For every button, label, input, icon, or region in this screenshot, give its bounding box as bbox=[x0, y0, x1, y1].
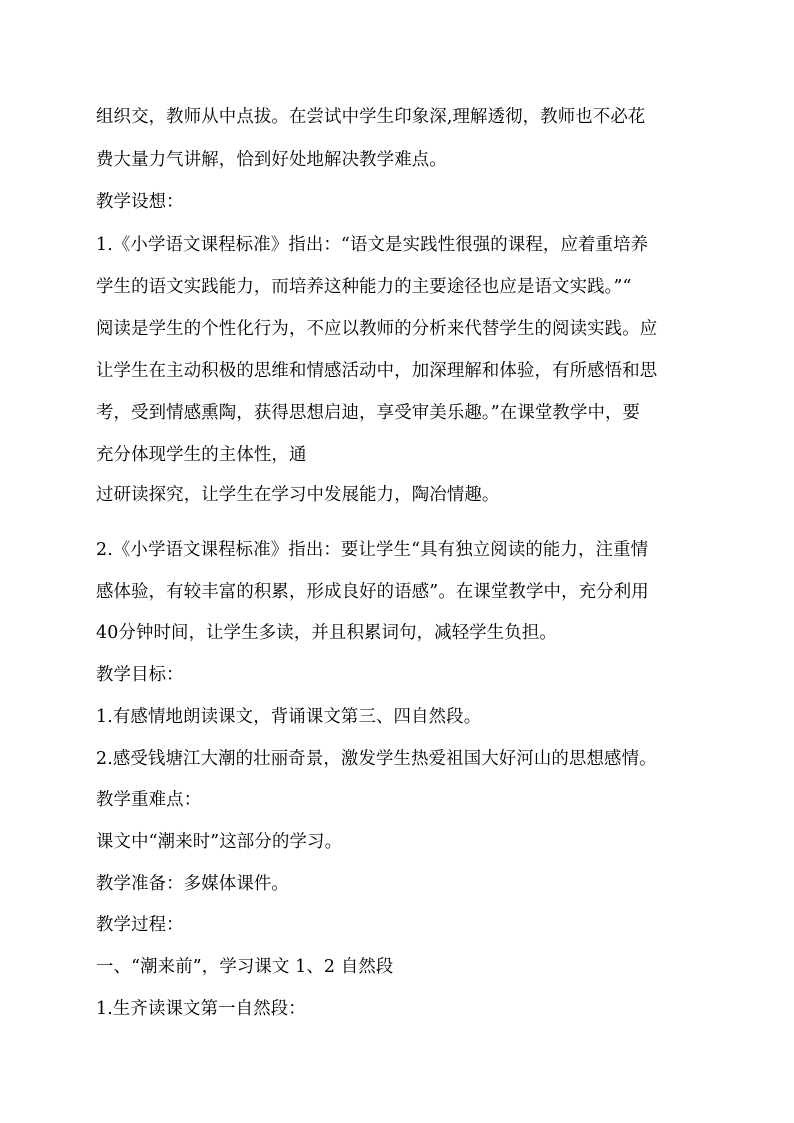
text-line: 2.《小学语文课程标准》指出：要让学生“具有独立阅读的能力，注重情 bbox=[96, 540, 649, 560]
text-line: 考，受到情感熏陶，获得思想启迪，享受审美乐趣。”在课堂教学中，要 bbox=[96, 403, 641, 423]
section-heading: 教学设想： bbox=[96, 192, 184, 212]
text-line: 让学生在主动积极的思维和情感活动中，加深理解和体验，有所感悟和思 bbox=[96, 361, 658, 381]
text-line: 1.有感情地朗读课文，背诵课文第三、四自然段。 bbox=[96, 707, 482, 727]
text-line: 1.生齐读课文第一自然段： bbox=[96, 999, 306, 1019]
text-line: 40分钟时间，让学生多读，并且积累词句，减轻学生负担。 bbox=[96, 623, 557, 643]
text-line: 感体验，有较丰富的积累，形成良好的语感”。在课堂教学中，充分利用 bbox=[96, 582, 649, 602]
text-line: 费大量力气讲解，恰到好处地解决教学难点。 bbox=[96, 150, 447, 170]
text-line: 过研读探究，让学生在学习中发展能力，陶冶情趣。 bbox=[96, 485, 500, 505]
text-line: 2.感受钱塘江大潮的壮丽奇景，激发学生热爱祖国大好河山的思想感情。 bbox=[96, 749, 657, 769]
text-line: 1.《小学语文课程标准》指出：“语文是实践性很强的课程，应着重培养 bbox=[96, 235, 649, 255]
text-line: 学生的语文实践能力，而培养这种能力的主要途径也应是语文实践。”“ bbox=[96, 277, 632, 297]
section-heading: 教学重难点： bbox=[96, 790, 202, 810]
section-heading: 教学准备：多媒体课件。 bbox=[96, 874, 289, 894]
section-heading: 教学目标： bbox=[96, 665, 184, 685]
text-line: 一、“潮来前”，学习课文 1、2 自然段 bbox=[96, 957, 394, 977]
text-line: 充分体现学生的主体性，通 bbox=[96, 445, 307, 465]
section-heading: 教学过程： bbox=[96, 915, 184, 935]
text-line: 组织交，教师从中点拔。在尝试中学生印象深,理解透彻，教师也不必花 bbox=[96, 107, 646, 127]
text-line: 课文中“潮来时”这部分的学习。 bbox=[96, 832, 343, 852]
text-line: 阅读是学生的个性化行为，不应以教师的分析来代替学生的阅读实践。应 bbox=[96, 319, 658, 339]
